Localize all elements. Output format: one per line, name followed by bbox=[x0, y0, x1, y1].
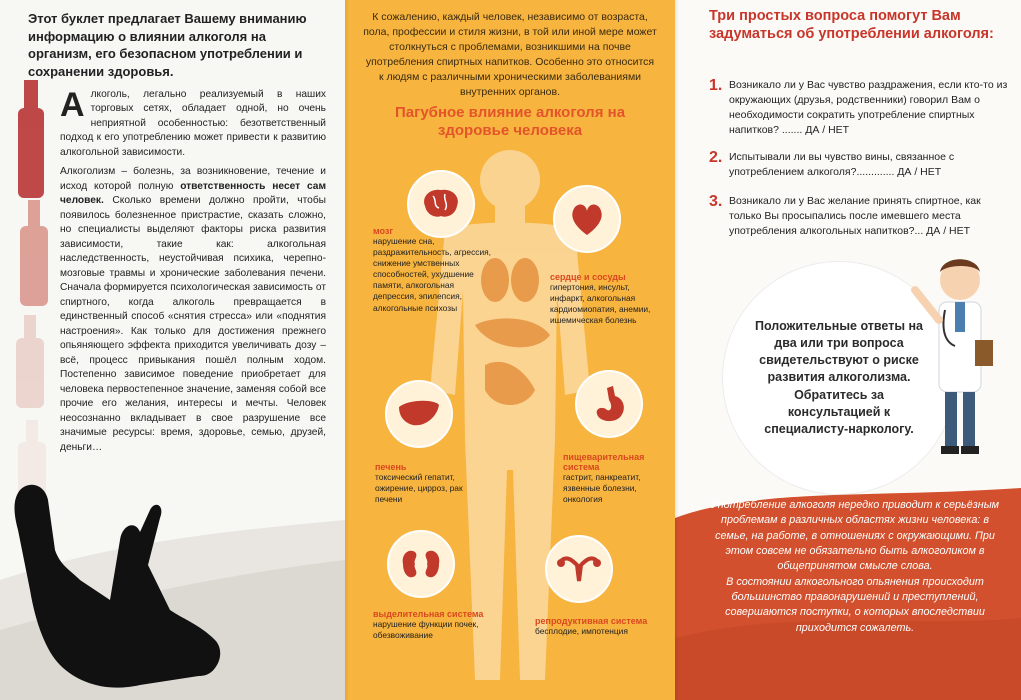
drop-cap: А bbox=[60, 86, 85, 124]
middle-title: Пагубное влияние алкоголя на здоровье человека bbox=[394, 104, 626, 139]
organ-excretory-text: нарушение функции почек, обезвоживание bbox=[373, 619, 479, 641]
question-2-number: 2. bbox=[709, 149, 723, 166]
question-3-number: 3. bbox=[709, 193, 723, 210]
question-3 bbox=[709, 194, 1009, 239]
question-3-dots: ... bbox=[914, 224, 927, 237]
question-1-text: Возникало ли у Вас чувство раздражения, если кто-то из окружающих (друзья, родственники) говорил Вам о необходимости сократить употребление спиртных напитков? bbox=[729, 79, 1008, 136]
question-2-body bbox=[729, 150, 1009, 180]
organ-reproductive-text: бесплодие, импотенция bbox=[535, 626, 628, 636]
organ-reproductive-label: репродуктивная система bbox=[535, 616, 648, 626]
conclusion-text: Положительные ответы на два или три вопроса свидетельствуют о риске развития алкоголизма. Обратитесь за консультацией к специалисту-наркологу. bbox=[755, 318, 923, 437]
question-2 bbox=[709, 150, 1009, 180]
main-article bbox=[60, 88, 326, 460]
organ-brain-text: нарушение сна, раздражительность, агрессия, снижение умственных способностей, ухудшение памяти, алкогольная депрессия, эпилепсия, алкогольные психозы bbox=[373, 236, 491, 313]
organ-reproductive-info bbox=[535, 612, 655, 637]
organ-liver-text: токсический гепатит, ожирение, цирроз, рак печени bbox=[375, 472, 463, 505]
organ-liver-label: печень bbox=[375, 462, 407, 472]
band-paragraph-2: В состоянии алкогольного опьянения происходит большинство правонарушений и преступлений, совершаются поступки, о которых впоследствии приходится сожалеть. bbox=[725, 575, 985, 634]
organ-heart-info bbox=[550, 268, 662, 326]
question-1-number: 1. bbox=[709, 77, 723, 94]
paragraph-2-bold: ответственность несет сам человек. bbox=[60, 180, 326, 207]
question-2-dots: ............. bbox=[856, 165, 898, 178]
paragraph-2-end: Сколько времени должно пройти, чтобы появилось болезненное пристрастие, сказать сложно, но специалисты выделяют факторы риска развития зависимости, такие как: алкогольная наследственность, неустойчивая психика, черепно-мозговые травмы и хронические заболевания печени. Сначала формируется психологическая зависимость от спиртного, когда алкоголь превращается в единственный способ «снятия стресса» или «поднятия настроения». Как только для достижения прежнего опьяняющего эффекта приходится увеличивать дозу – всё, процесс привыкания пошёл полным ходом. Постепенно зависимое поведение приобретает для человека первостепенное значение, заменяя собой все прочие его желания, интересы и мечты. Человек неосознанно вкладывает в свое разрушение все значимые ресурсы: время, здоровье, семью, друзей, деньги… bbox=[60, 195, 326, 453]
paragraph-2-start: Алкоголизм – болезнь, за возникновение, течение и исход которой полную bbox=[60, 166, 326, 192]
question-1-answer: ДА / НЕТ bbox=[805, 123, 850, 136]
paragraph-1 bbox=[60, 88, 326, 160]
band-paragraph-1: Употребление алкоголя нередко приводит к серьёзным проблемам в различных областях жизни человека: в семье, на работе, в отношениях с окружающими. При этом совсем не обязательно быть алкоголиком в общепринятом смысле слова. bbox=[710, 499, 1000, 573]
organ-brain-info bbox=[373, 222, 491, 314]
question-3-body bbox=[729, 194, 1009, 239]
middle-panel bbox=[345, 0, 675, 700]
organ-brain-label: мозг bbox=[373, 226, 394, 236]
intro-text: Этот буклет предлагает Вашему вниманию информацию о влиянии алкоголя на организм, его безопасном употреблении и сохранении здоровья. bbox=[28, 11, 307, 79]
organ-liver bbox=[385, 380, 453, 448]
organ-stomach bbox=[575, 370, 643, 438]
questions-title: Три простых вопроса помогут Вам задуматься об употреблении алкоголя: bbox=[709, 8, 994, 42]
organ-heart-text: гипертония, инсульт, инфаркт, алкогольная кардиомиопатия, анемии, ишемическая болезнь bbox=[550, 282, 651, 326]
fold-line-1 bbox=[345, 0, 349, 700]
organ-digestive-label: пищеварительная система bbox=[563, 452, 645, 472]
question-2-answer: ДА / НЕТ bbox=[897, 165, 942, 178]
organ-digestive-info bbox=[563, 448, 669, 505]
question-1 bbox=[709, 78, 1009, 138]
organ-kidneys bbox=[387, 530, 455, 598]
doctor-illustration bbox=[905, 250, 1015, 470]
organ-digestive-text: гастрит, панкреатит, язвенные болезни, онкология bbox=[563, 472, 641, 505]
liver-icon bbox=[385, 380, 453, 448]
bottom-band-text bbox=[705, 498, 1005, 636]
organ-excretory-label: выделительная система bbox=[373, 609, 484, 619]
reproductive-icon bbox=[545, 535, 613, 603]
paragraph-2 bbox=[60, 165, 326, 455]
organ-heart bbox=[553, 185, 621, 253]
organ-excretory-info bbox=[373, 605, 491, 641]
middle-intro-text: К сожалению, каждый человек, независимо от возраста, пола, профессии и стиля жизни, в той или иной мере может столкнуться с проблемами, возникшими на почве употребления спиртных напитков. Особенно это относится к людям с различными хроническими заболеваниями внутренних органов. bbox=[363, 11, 657, 98]
question-3-text: Возникало ли у Вас желание принять спиртное, как только Вы просыпались после имевшего места употребления алкогольных напитков? bbox=[729, 195, 981, 237]
question-1-dots: ....... bbox=[778, 123, 806, 136]
kidneys-icon bbox=[387, 530, 455, 598]
heart-icon bbox=[553, 185, 621, 253]
paragraph-1-text: лкоголь, легально реализуемый в наших торговых сетях, обладает одной, но очень неприятной особенностью: безответственный подход к его употреблению может привести к развитию алкогольной зависимости. bbox=[60, 89, 326, 158]
organ-heart-label: сердце и сосуды bbox=[550, 272, 626, 282]
left-panel bbox=[0, 0, 345, 700]
organ-liver-info bbox=[375, 458, 487, 505]
question-3-answer: ДА / НЕТ bbox=[926, 224, 971, 237]
fallen-person-silhouette bbox=[0, 470, 240, 700]
question-2-text: Испытывали ли вы чувство вины, связанное с употреблением алкоголя? bbox=[729, 151, 955, 178]
question-1-body bbox=[729, 78, 1009, 138]
stomach-icon bbox=[575, 370, 643, 438]
right-panel bbox=[675, 0, 1021, 700]
organ-reproductive bbox=[545, 535, 613, 603]
fold-line-2 bbox=[675, 0, 679, 700]
